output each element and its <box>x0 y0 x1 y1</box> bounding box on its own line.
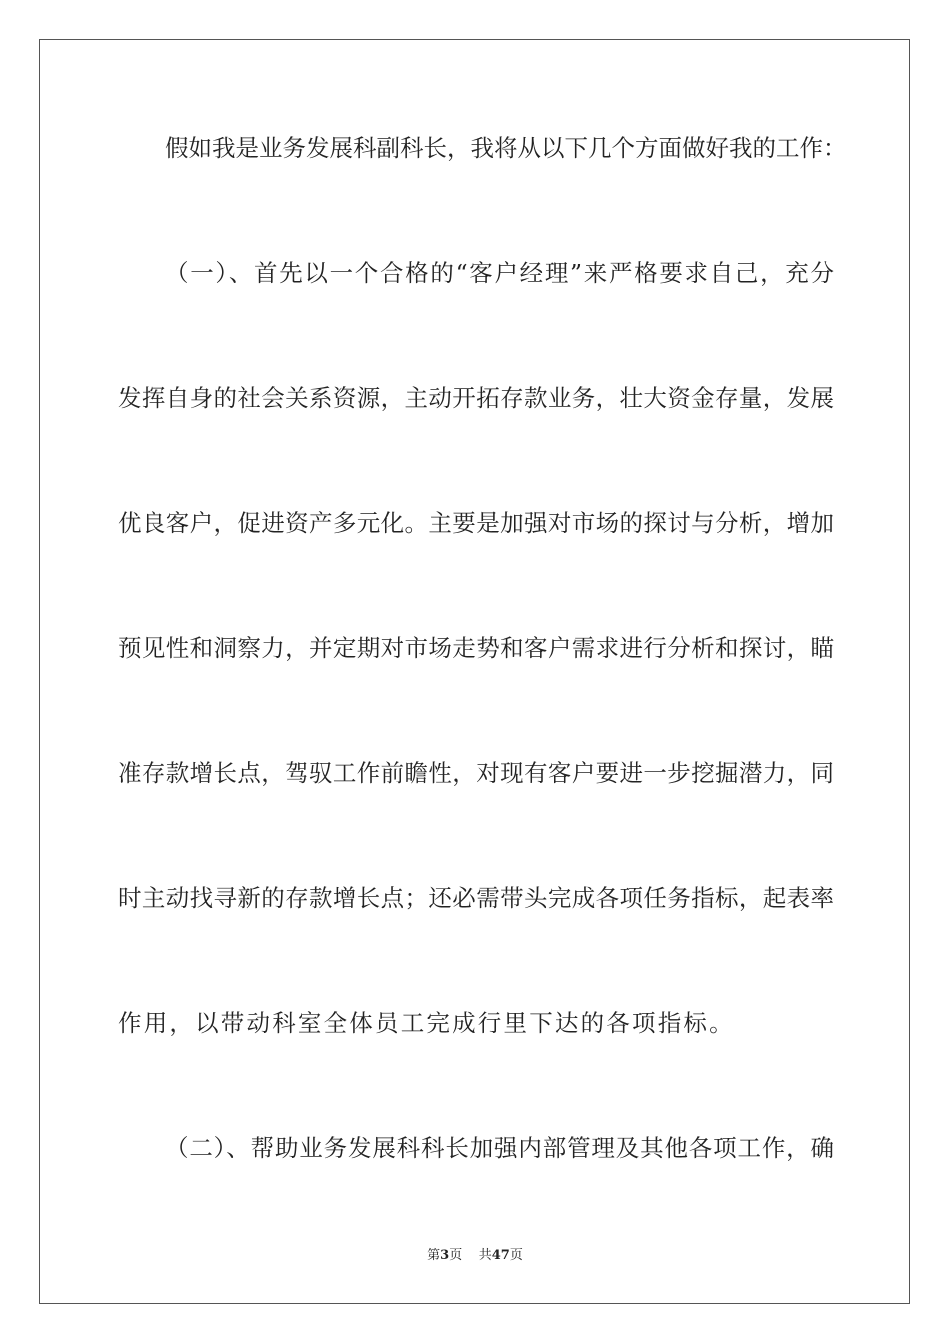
page-number: 3 <box>440 1248 450 1263</box>
total-suffix: 页 <box>509 1248 523 1263</box>
paragraph-1-line-3: 优良客户，促进资产多元化。主要是加强对市场的探讨与分析，增加 <box>118 509 834 537</box>
page-footer <box>0 1247 950 1265</box>
page-border <box>39 39 910 1304</box>
paragraph-1-line-2: 发挥自身的社会关系资源，主动开拓存款业务，壮大资金存量，发展 <box>118 384 834 412</box>
total-prefix: 共 <box>478 1248 492 1263</box>
paragraph-1-line-5: 准存款增长点，驾驭工作前瞻性，对现有客户要进一步挖掘潜力，同 <box>118 759 834 787</box>
paragraph-1-line-4: 预见性和洞察力，并定期对市场走势和客户需求进行分析和探讨，瞄 <box>118 634 834 662</box>
paragraph-1-line-7: 作用，以带动科室全体员工完成行里下达的各项指标。 <box>118 1009 735 1037</box>
page-suffix: 页 <box>449 1248 463 1263</box>
total-pages: 47 <box>491 1248 510 1263</box>
paragraph-1-line-1: （一）、首先以一个合格的“客户经理”来严格要求自己，充分 <box>165 259 834 287</box>
paragraph-intro: 假如我是业务发展科副科长，我将从以下几个方面做好我的工作： <box>165 134 847 162</box>
page-prefix: 第 <box>427 1248 441 1263</box>
paragraph-1-line-6: 时主动找寻新的存款增长点；还必需带头完成各项任务指标，起表率 <box>118 884 834 912</box>
paragraph-2-line-1: （二）、帮助业务发展科科长加强内部管理及其他各项工作，确 <box>165 1134 834 1162</box>
